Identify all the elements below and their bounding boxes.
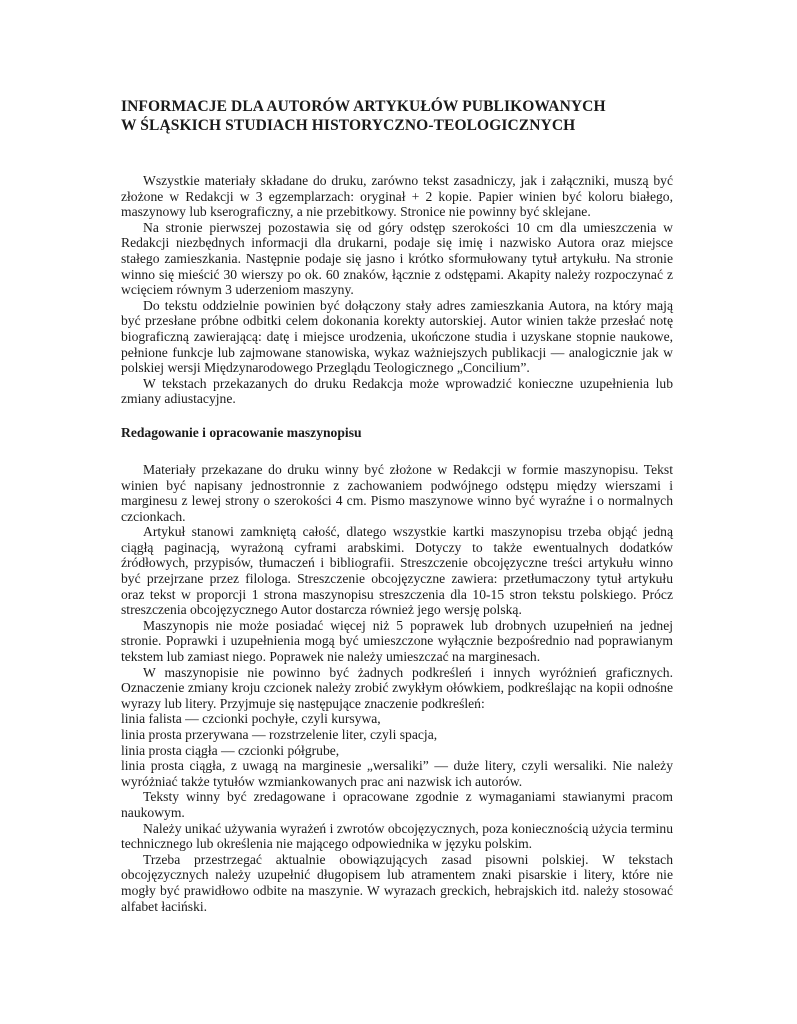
paragraph: Do tekstu oddzielnie powinien być dołączony stały adres zamieszkania Autora, na który mają być przesłane próbne odbitki celem dokonania korekty autorskiej. Autor winien także przesłać notę biograficzną zawierającą: datę i miejsce urodzenia, ukończone studia i uzyskane stopnie naukowe, pełnione funkcje lub zajmowane stanowiska, wykaz ważniejszych publikacji — analogicznie jak w polskiej wersji Międzynarodowego Przeglądu Teologicznego „Concilium”. xyxy=(121,297,673,376)
marks-item: linia prosta ciągła, z uwagą na marginesie „wersaliki” — duże litery, czyli wersaliki. Nie należy wyróżniać także tytułów wzmiankowanych prac ani nazwisk ich autorów. xyxy=(121,758,673,789)
section-heading: Redagowanie i opracowanie maszynopisu xyxy=(121,424,362,440)
document-body xyxy=(121,173,673,914)
paragraph: Trzeba przestrzegać aktualnie obowiązujących zasad pisowni polskiej. W tekstach obcojęzycznych należy uzupełnić długopisem lub atramentem znaki pisarskie i litery, które nie mogły być prawidłowo odbite na maszynie. W wyrazach greckich, hebrajskich itd. należy stosować alfabet łaciński. xyxy=(121,851,673,914)
paragraph: W maszynopisie nie powinno być żadnych podkreśleń i innych wyróżnień graficznych. Oznaczenie zmiany kroju czcionek należy zrobić zwykłym ołówkiem, podkreślając na kopii odnośne wyrazy lub litery. Przyjmuje się następujące znaczenie podkreśleń: xyxy=(121,664,673,711)
marks-item: linia falista — czcionki pochyłe, czyli kursywa, xyxy=(121,711,381,727)
paragraph: W tekstach przekazanych do druku Redakcja może wprowadzić konieczne uzupełnienia lub zmiany adiustacyjne. xyxy=(121,375,673,407)
paragraph: Wszystkie materiały składane do druku, zarówno tekst zasadniczy, jak i załączniki, muszą być złożone w Redakcji w 3 egzemplarzach: oryginał + 2 kopie. Papier winien być koloru białego, maszynowy lub kserograficzny, a nie przebitkowy. Stronice nie powinny być sklejane. xyxy=(121,173,673,220)
paragraph: Artykuł stanowi zamkniętą całość, dlatego wszystkie kartki maszynopisu trzeba objąć jedną ciągłą paginacją, wyrażoną cyframi arabskimi. Dotyczy to także ewentualnych dodatków źródłowych, przypisów, tłumaczeń i bibliografii. Streszczenie obcojęzyczne treści artykułu winno być przejrzane przez filologa. Streszczenie obcojęzyczne zawiera: przetłumaczony tytuł artykułu oraz tekst w proporcji 1 strona maszynopisu streszczenia dla 10-15 stron tekstu polskiego. Prócz streszczenia obcojęzycznego Autor dostarcza również jego wersję polską. xyxy=(121,524,673,618)
paragraph: Teksty winny być zredagowane i opracowane zgodnie z wymaganiami stawianymi pracom naukowym. xyxy=(121,789,673,820)
paragraph: Należy unikać używania wyrażeń i zwrotów obcojęzycznych, poza koniecznością użycia terminu technicznego lub określenia nie mającego odpowiednika w języku polskim. xyxy=(121,820,673,852)
document-page xyxy=(121,97,673,914)
paragraph: Maszynopis nie może posiadać więcej niż 5 poprawek lub drobnych uzupełnień na jednej stronie. Poprawki i uzupełnienia mogą być umieszczone wyłącznie bezpośrednio nad poprawianym tekstem lub zamiast niego. Poprawek nie należy umieszczać na marginesach. xyxy=(121,617,673,665)
marks-item: linia prosta przerywana — rozstrzelenie liter, czyli spacja, xyxy=(121,727,438,742)
underline-marks-list xyxy=(121,711,673,789)
paragraph: Na stronie pierwszej pozostawia się od góry odstęp szerokości 10 cm dla umieszczenia w Redakcji niezbędnych informacji dla drukarni, podaje się imię i nazwisko Autora oraz miejsce stałego zamieszkania. Następnie podaje się jasno i krótko sformułowany tytuł artykułu. Na stronie winno się mieścić 30 wierszy po ok. 60 znaków, łącznie z odstępami. Akapity należy rozpoczynać z wcięciem równym 3 uderzeniom maszyny. xyxy=(121,219,673,298)
title-line-2: W ŚLĄSKICH STUDIACH HISTORYCZNO-TEOLOGICZNYCH xyxy=(121,117,576,134)
document-title xyxy=(121,97,673,135)
title-line-1: INFORMACJE DLA AUTORÓW ARTYKUŁÓW PUBLIKOWANYCH xyxy=(121,98,606,115)
paragraph: Materiały przekazane do druku winny być złożone w Redakcji w formie maszynopisu. Tekst winien być napisany jednostronnie z zachowaniem podwójnego odstępu między wierszami i marginesu z lewej strony o szerokości 4 cm. Pismo maszynowe winno być wyraźne i o normalnych czcionkach. xyxy=(121,461,673,524)
marks-item: linia prosta ciągła — czcionki półgrube, xyxy=(121,742,340,758)
